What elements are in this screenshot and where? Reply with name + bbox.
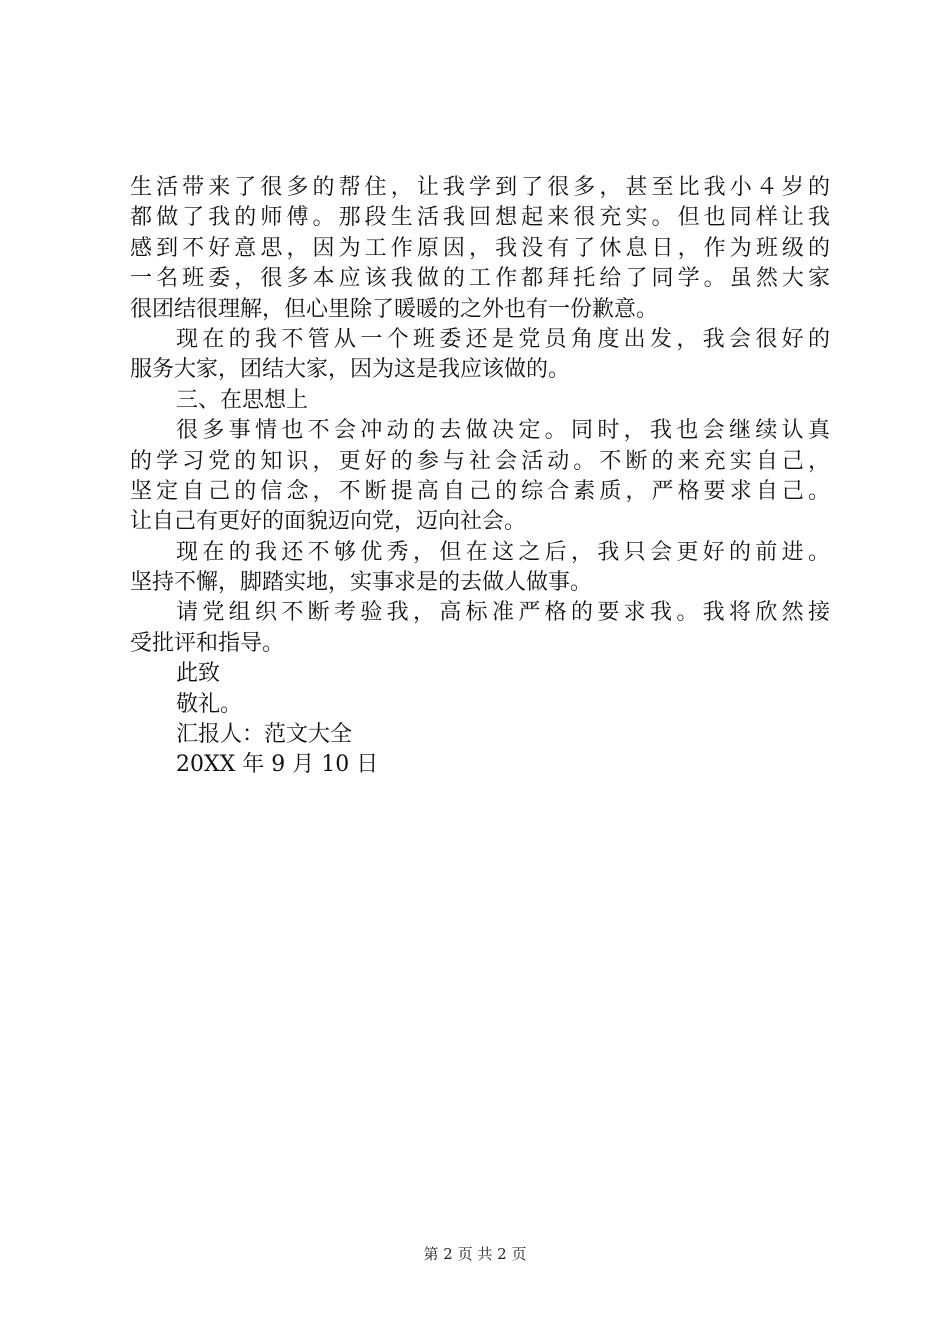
text-line: 服务大家，团结大家，因为这是我应该做的。 bbox=[130, 357, 571, 383]
text-line: 汇报人：范文大全 bbox=[176, 722, 353, 748]
page-footer: 第 2 页 共 2 页 bbox=[423, 1245, 527, 1263]
text-line: 现在的我还不够优秀，但在这之后，我只会更好的前进。 bbox=[176, 539, 830, 565]
text-line: 受批评和指导。 bbox=[130, 630, 285, 656]
text-line: 坚定自己的信念，不断提高自己的综合素质，严格要求自己。 bbox=[130, 478, 830, 504]
text-line: 很团结很理解，但心里除了暖暖的之外也有一份歉意。 bbox=[130, 296, 659, 322]
text-line: 三、在思想上 bbox=[176, 387, 309, 413]
text-line: 20XX 年 9 月 10 日 bbox=[176, 752, 379, 778]
text-line: 的学习党的知识，更好的参与社会活动。不断的来充实自己， bbox=[130, 448, 830, 474]
text-line: 敬礼。 bbox=[176, 691, 243, 717]
text-line: 感到不好意思，因为工作原因，我没有了休息日，作为班级的 bbox=[130, 235, 830, 261]
text-line: 一名班委，很多本应该我做的工作都拜托给了同学。虽然大家 bbox=[130, 266, 830, 292]
text-line: 让自己有更好的面貌迈向党，迈向社会。 bbox=[130, 509, 527, 535]
text-line: 请党组织不断考验我，高标准严格的要求我。我将欣然接 bbox=[176, 600, 830, 626]
text-line: 都做了我的师傅。那段生活我回想起来很充实。但也同样让我 bbox=[130, 205, 830, 231]
text-line: 现在的我不管从一个班委还是党员角度出发，我会很好的 bbox=[176, 326, 830, 352]
text-line: 此致 bbox=[176, 661, 221, 687]
text-line: 很多事情也不会冲动的去做决定。同时，我也会继续认真 bbox=[176, 418, 830, 444]
text-line: 坚持不懈，脚踏实地，实事求是的去做人做事。 bbox=[130, 570, 593, 596]
text-line: 生活带来了很多的帮住，让我学到了很多，甚至比我小４岁的 bbox=[130, 175, 830, 200]
document-body bbox=[130, 173, 830, 781]
